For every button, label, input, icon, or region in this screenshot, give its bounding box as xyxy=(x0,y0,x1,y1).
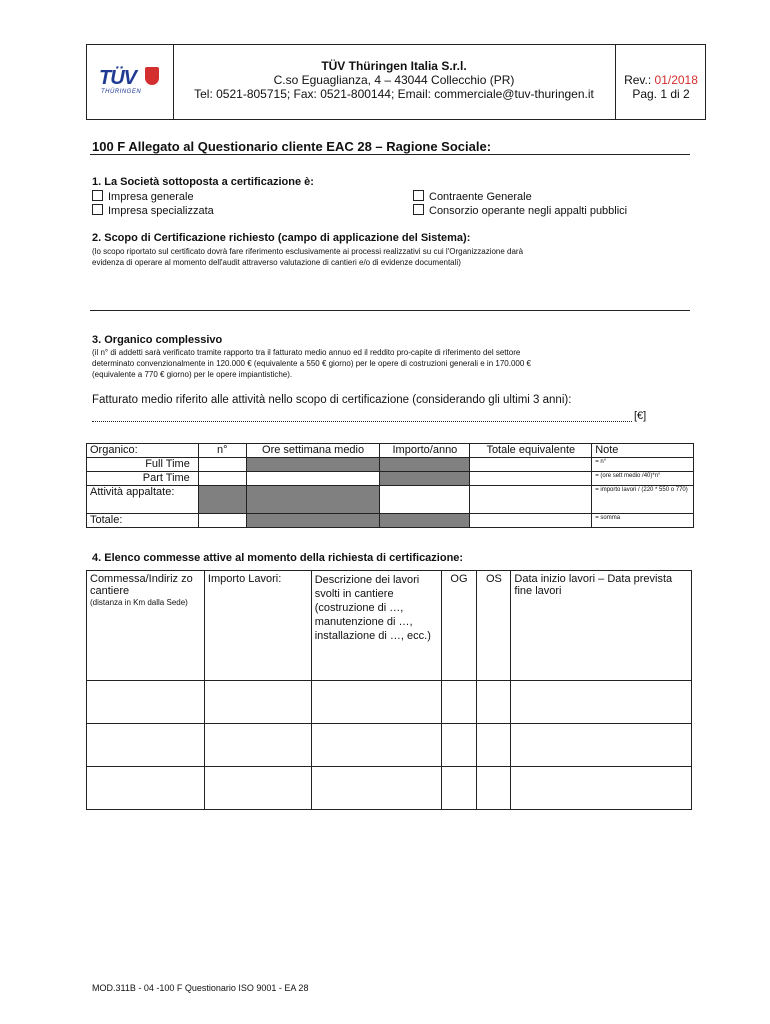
title-underline xyxy=(90,154,690,155)
row-note: = n° xyxy=(592,458,694,472)
input-cell[interactable] xyxy=(204,724,311,767)
section4-heading: 4. Elenco commesse attive al momento della richiesta di certificazione: xyxy=(92,552,464,564)
col-descrizione: Descrizione dei lavori svolti in cantiere (costruzione di …, manutenzione di …, installazione di …, ecc.) xyxy=(311,571,441,681)
input-cell[interactable] xyxy=(380,486,470,514)
checkbox[interactable] xyxy=(413,190,424,201)
row-label: Totale: xyxy=(87,514,199,528)
input-cell[interactable] xyxy=(470,514,592,528)
document-header xyxy=(86,44,706,120)
logo-cell xyxy=(87,45,174,119)
disabled-cell xyxy=(246,458,380,472)
section2-note-line1: (lo scopo riportato sul certificato dovrà fare riferimento esclusivamente ai processi realizzativi su cui l'Organizzazione darà xyxy=(92,247,524,256)
section3-note-line1: (il n° di addetti sarà verificato tramite rapporto tra il fatturato medio annuo ed il reddito pro-capite di riferimento del settore xyxy=(92,348,521,357)
input-cell[interactable] xyxy=(477,681,511,724)
company-logo: TÜV xyxy=(99,67,136,89)
page-number: Pag. 1 di 2 xyxy=(632,87,690,101)
company-name: TÜV Thüringen Italia S.r.l. xyxy=(321,59,467,73)
input-cell[interactable] xyxy=(204,767,311,810)
header-importo: Importo/anno xyxy=(380,444,470,458)
row-label: Full Time xyxy=(87,458,199,472)
input-cell[interactable] xyxy=(311,681,441,724)
input-cell[interactable] xyxy=(246,472,380,486)
col-og: OG xyxy=(441,571,477,681)
header-totale: Totale equivalente xyxy=(470,444,592,458)
table-row xyxy=(87,681,692,724)
document-footer: MOD.311B - 04 -100 F Questionario ISO 9001 - EA 28 xyxy=(92,983,309,993)
revision xyxy=(616,73,706,87)
row-note: = (ore sett medio /40)*n° xyxy=(592,472,694,486)
revision-cell xyxy=(615,45,706,119)
table-row xyxy=(87,486,694,514)
section2-heading: 2. Scopo di Certificazione richiesto (campo di applicazione del Sistema): xyxy=(92,232,471,244)
option-contraente-generale[interactable] xyxy=(413,190,532,204)
row-label: Part Time xyxy=(87,472,199,486)
input-cell[interactable] xyxy=(511,767,692,810)
logo-shield-icon xyxy=(145,67,159,85)
option-label: Impresa generale xyxy=(108,191,194,203)
input-cell[interactable] xyxy=(311,724,441,767)
table-row xyxy=(87,458,694,472)
revision-label: Rev.: xyxy=(624,73,655,87)
row-note: = importo lavori / (220 * 550 o 770) xyxy=(592,486,694,514)
page-title: 100 F Allegato al Questionario cliente EAC 28 – Ragione Sociale: xyxy=(92,139,492,154)
input-cell[interactable] xyxy=(511,724,692,767)
row-label: Attività appaltate: xyxy=(87,486,199,514)
input-cell[interactable] xyxy=(470,472,592,486)
option-impresa-generale[interactable] xyxy=(92,190,194,204)
disabled-cell xyxy=(380,472,470,486)
section3-heading: 3. Organico complessivo xyxy=(92,334,223,346)
company-contacts: Tel: 0521-805715; Fax: 0521-800144; Email: commerciale@tuv-thuringen.it xyxy=(194,87,594,101)
table-row xyxy=(87,767,692,810)
table-row xyxy=(87,514,694,528)
disabled-cell xyxy=(198,486,246,514)
input-cell[interactable] xyxy=(470,458,592,472)
company-address: C.so Eguaglianza, 4 – 43044 Collecchio (PR) xyxy=(273,73,515,87)
header-note: Note xyxy=(592,444,694,458)
fatturato-currency: [€] xyxy=(634,410,647,422)
organico-table xyxy=(86,443,694,528)
logo-subtitle: THÜRINGEN xyxy=(101,89,142,95)
fatturato-input-line[interactable] xyxy=(92,421,632,422)
input-cell[interactable] xyxy=(198,458,246,472)
header-organico: Organico: xyxy=(87,444,199,458)
commesse-table xyxy=(86,570,692,810)
col-commessa-sub: (distanza in Km dalla Sede) xyxy=(90,598,188,607)
option-label: Impresa specializzata xyxy=(108,205,214,217)
col-data: Data inizio lavori – Data prevista fine lavori xyxy=(511,571,692,681)
disabled-cell xyxy=(380,458,470,472)
disabled-cell xyxy=(246,514,380,528)
disabled-cell xyxy=(380,514,470,528)
scope-answer-line[interactable] xyxy=(90,310,690,311)
section2-note-line2: evidenza di operare al momento dell'audit attraverso valutazione di cantieri e/o di evidenze documentali) xyxy=(92,258,461,267)
table-row xyxy=(87,724,692,767)
input-cell[interactable] xyxy=(477,724,511,767)
input-cell[interactable] xyxy=(477,767,511,810)
input-cell[interactable] xyxy=(198,514,246,528)
input-cell[interactable] xyxy=(198,472,246,486)
input-cell[interactable] xyxy=(87,681,205,724)
input-cell[interactable] xyxy=(441,681,477,724)
col-commessa-label: Commessa/Indiriz zo cantiere xyxy=(90,573,193,597)
input-cell[interactable] xyxy=(204,681,311,724)
row-note: = somma xyxy=(592,514,694,528)
checkbox[interactable] xyxy=(413,204,424,215)
section3-note-line3: (equivalente a 770 € giorno) per le opere impiantistiche). xyxy=(92,370,293,379)
col-commessa xyxy=(87,571,205,681)
checkbox[interactable] xyxy=(92,190,103,201)
option-consorzio[interactable] xyxy=(413,204,627,218)
option-label: Consorzio operante negli appalti pubblici xyxy=(429,205,628,217)
input-cell[interactable] xyxy=(87,767,205,810)
checkbox[interactable] xyxy=(92,204,103,215)
input-cell[interactable] xyxy=(311,767,441,810)
section3-note-line2: determinato convenzionalmente in 120.000 € (equivalente a 550 € giorno) per le opere di costruzioni generali e in 170.000 € xyxy=(92,359,531,368)
input-cell[interactable] xyxy=(441,724,477,767)
input-cell[interactable] xyxy=(470,486,592,514)
revision-value: 01/2018 xyxy=(654,73,698,87)
option-label: Contraente Generale xyxy=(429,191,532,203)
col-os: OS xyxy=(477,571,511,681)
section1-heading: 1. La Società sottoposta a certificazione è: xyxy=(92,176,314,188)
header-n: n° xyxy=(198,444,246,458)
input-cell[interactable] xyxy=(87,724,205,767)
disabled-cell xyxy=(246,486,380,514)
header-ore: Ore settimana medio xyxy=(246,444,380,458)
option-impresa-specializzata[interactable] xyxy=(92,204,214,218)
input-cell[interactable] xyxy=(441,767,477,810)
col-importo: Importo Lavori: xyxy=(204,571,311,681)
table-row xyxy=(87,472,694,486)
input-cell[interactable] xyxy=(511,681,692,724)
fatturato-label: Fatturato medio riferito alle attività nello scopo di certificazione (considerando gli ultimi 3 anni): xyxy=(92,394,572,406)
